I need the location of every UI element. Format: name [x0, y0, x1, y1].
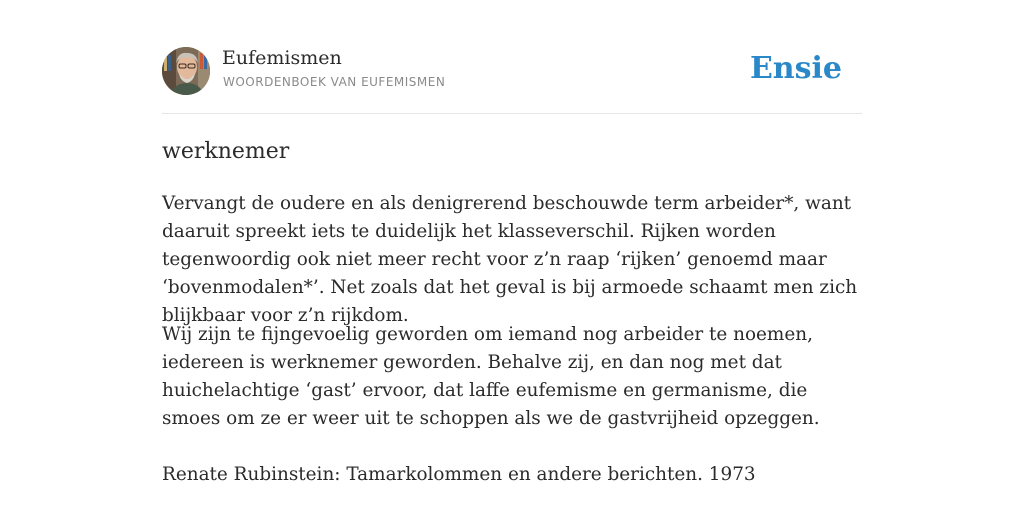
source-subtitle: WOORDENBOEK VAN EUFEMISMEN: [223, 75, 446, 89]
entry-paragraph-2: Wij zijn te fijngevoelig geworden om iemand nog arbeider te noemen, iedereen is werknemer geworden. Behalve zij, en dan nog met dat huichelachtige ‘gast’ ervoor, dat laffe eufemisme en germanisme, die smoes om ze er weer uit te schoppen als we de gastvrijheid opzeggen.: [162, 324, 820, 429]
page-content: [162, 0, 862, 485]
brand-logo[interactable]: Ensie: [749, 51, 842, 86]
source-title[interactable]: Eufemismen: [222, 47, 342, 69]
avatar-portrait-icon: [162, 47, 210, 95]
author-avatar[interactable]: [162, 47, 210, 95]
entry-paragraph-1: Vervangt de oudere en als denigrerend beschouwde term arbeider*, want daaruit spreekt iets te duidelijk het klasseverschil. Rijken worden tegenwoordig ook niet meer recht voor z’n raap ‘rijken’ genoemd maar ‘bovenmodalen*’. Net zoals dat het geval is bij armoede schaamt men zich blijkbaar voor z’n rijkdom.: [162, 193, 858, 326]
entry-term: werknemer: [162, 139, 290, 164]
source-header: [162, 0, 862, 114]
entry-citation: Renate Rubinstein: Tamarkolommen en andere berichten. 1973: [162, 464, 756, 485]
